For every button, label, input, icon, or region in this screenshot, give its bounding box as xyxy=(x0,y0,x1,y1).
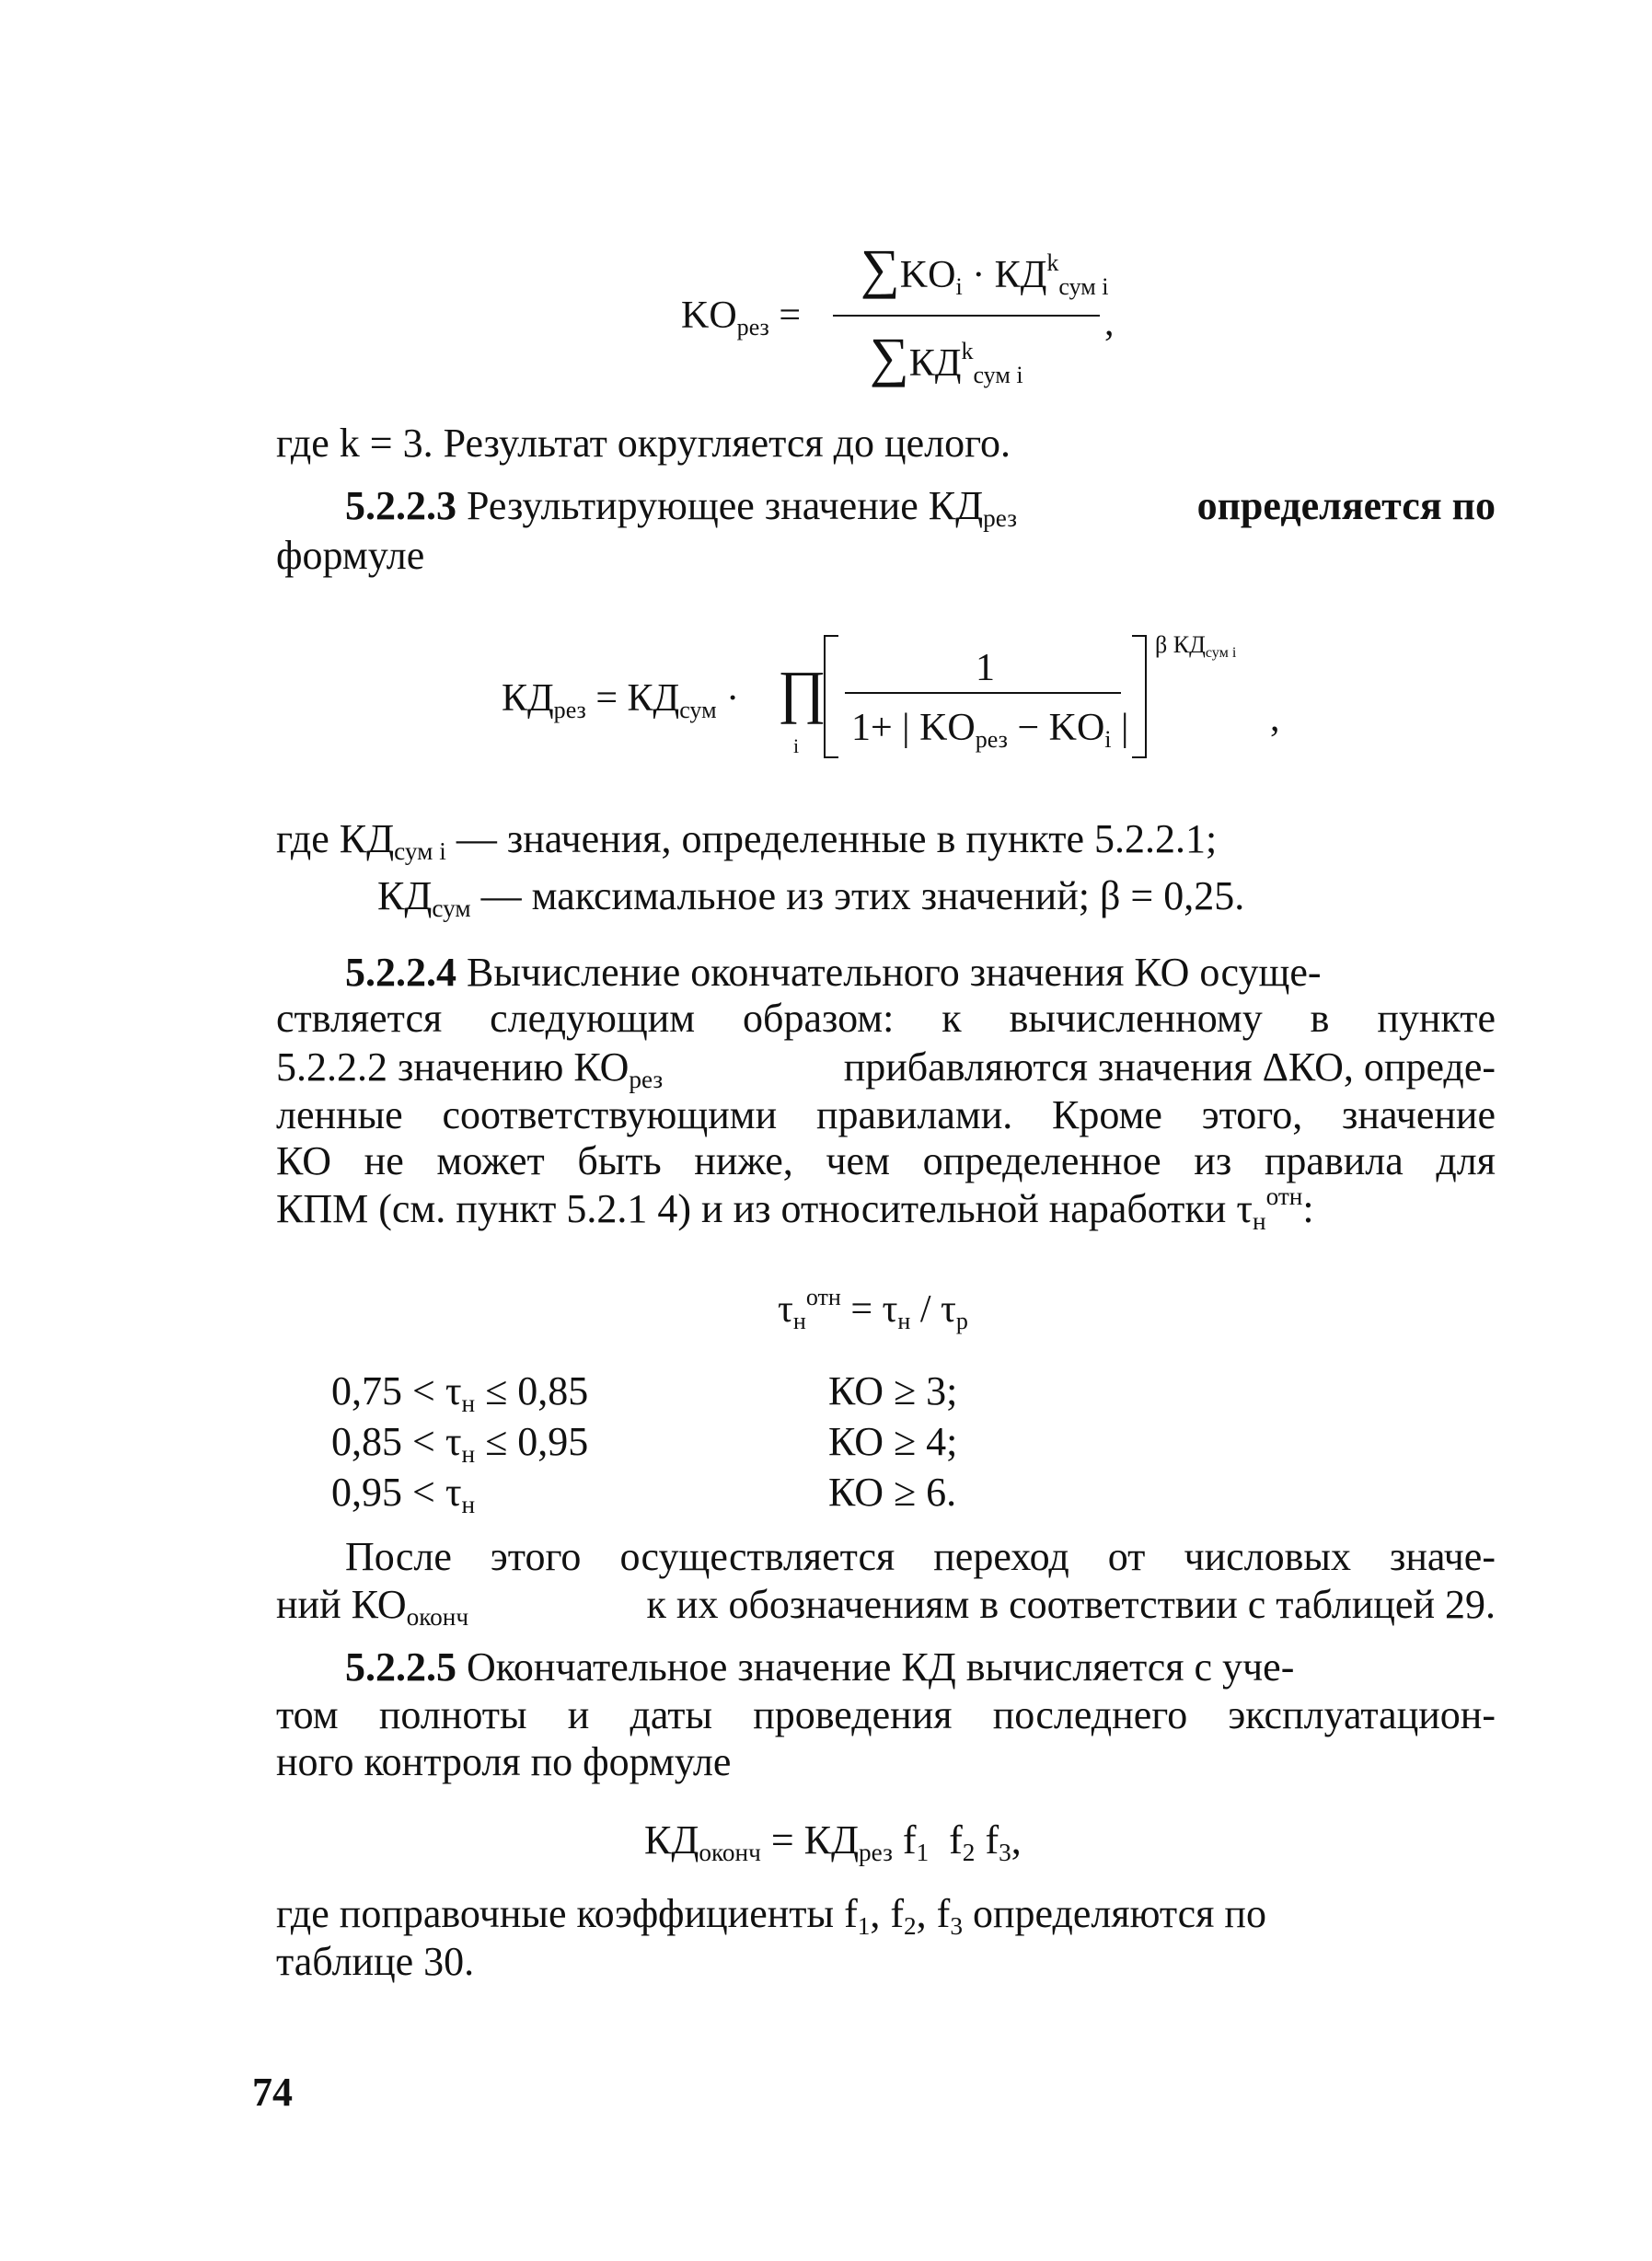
p5225-l1: Окончательное значение КД вычисляется с уче- xyxy=(467,1644,1295,1690)
condition-2-ko: КО ≥ 4; xyxy=(828,1419,958,1464)
where2-sub: сум xyxy=(432,894,471,923)
section-5225-number: 5.2.2.5 xyxy=(345,1644,456,1690)
comma2: , xyxy=(1270,698,1280,740)
formula-numerator: $\sum KO_i \cdot КД^k_{сум i}$ xyxy=(861,238,1109,300)
p5225-line3: ного контроля по формуле xyxy=(276,1739,732,1784)
where1-b: — значения, определенные в пункте 5.2.2.1; xyxy=(456,816,1218,861)
condition-3-ko: КО ≥ 6. xyxy=(828,1470,957,1515)
p5224-l1: Вычисление окончательного значения КО осуще- xyxy=(467,950,1322,995)
inner-numerator: 1 xyxy=(976,647,995,689)
exponent: β $КД_{сум i}$ xyxy=(1155,631,1237,661)
product-index: i xyxy=(793,734,800,757)
p5224-line5: КО не может быть ниже, чем определенное из правила для xyxy=(276,1138,1496,1183)
where-kd-sum xyxy=(377,873,1245,923)
p5224-l6: КПМ (см. пункт 5.2.1 4) и из относительной наработки τ xyxy=(276,1186,1253,1231)
where-f-line1: где поправочные коэффициенты $f_1$, $f_2$, $f_3$ определяются по xyxy=(276,1891,1266,1941)
p5224-line3 xyxy=(276,1044,1496,1094)
p5224-l3a: 5.2.2.2 значению КО xyxy=(276,1044,630,1090)
fraction-bar xyxy=(833,315,1100,317)
section-5223-number: 5.2.2.3 xyxy=(345,483,456,528)
after-l2b: к их обозначениям в соответствии с таблицей 29. xyxy=(646,1582,1496,1627)
inner-fraction-bar xyxy=(845,692,1121,694)
tau-formula: $\tau_н^{отн} = \tau_н / \tau_р$ xyxy=(778,1283,968,1334)
formula-denominator: $\sum КД^k_{сум i}$ xyxy=(870,327,1023,388)
product-symbol: ∏ xyxy=(778,659,826,724)
p5224-l3b: прибавляются значения ΔКО, опреде- xyxy=(843,1044,1496,1090)
after-line2 xyxy=(276,1582,1496,1632)
after-line1: После этого осуществляется переход от числовых значе- xyxy=(345,1534,1496,1579)
formula-kd-final: $КД_{оконч} = КД_{рез}$ $f_1$ $f_2$ $f_3$, xyxy=(644,1817,1022,1867)
p5224-line2: ствляется следующим образом: к вычисленному в пункте xyxy=(276,996,1496,1041)
after-l2sub: оконч xyxy=(406,1603,469,1632)
where2-a: КД xyxy=(377,873,433,918)
p5225-line2: том полноты и даты проведения последнего эксплуатацион- xyxy=(276,1692,1496,1737)
where1-a: где КД xyxy=(276,816,395,861)
formula-kd-lhs: $КД_{рез} = КД_{сум}$ · xyxy=(502,677,740,723)
formula-lhs: $KO_{рез}$ = xyxy=(681,294,802,340)
p5223-sub: рез xyxy=(983,504,1018,533)
condition-3-range: $0,95 < \tau_н$ xyxy=(331,1470,476,1519)
section-5224-number: 5.2.2.4 xyxy=(345,950,456,995)
p5224-l3sub: рез xyxy=(629,1066,664,1094)
left-bracket xyxy=(824,635,838,758)
condition-1-ko: КО ≥ 3; xyxy=(828,1368,958,1413)
where2-b: — максимальное из этих значений; β = 0,25. xyxy=(480,873,1245,918)
where1-sub: сум i xyxy=(394,837,446,866)
paragraph-5223-line2: формуле xyxy=(276,533,425,578)
condition-2-range: $0,85 < \tau_н \le 0,95$ xyxy=(331,1419,589,1469)
page-number: 74 xyxy=(252,2070,293,2115)
p5224-line6: КПМ (см. пункт 5.2.1 4) и из относительной наработки $\tau_н^{отн}$: xyxy=(276,1182,1314,1236)
p5224-line4: ленные соответствующими правилами. Кроме этого, значение xyxy=(276,1092,1496,1137)
where-f-line2: таблице 30. xyxy=(276,1939,475,1984)
p5224-line1 xyxy=(345,952,1496,993)
paragraph-5223-line1 xyxy=(345,483,1496,533)
where-kd-sum-i xyxy=(276,816,1417,866)
inner-denominator: 1+ | $KO_{рез} - KO_i$ | xyxy=(851,707,1129,753)
comma: , xyxy=(1104,302,1115,344)
p5225-line1 xyxy=(345,1644,1496,1690)
condition-1-range: $0,75 < \tau_н \le 0,85$ xyxy=(331,1368,589,1418)
after-l2a: ний КО xyxy=(276,1582,407,1627)
text-k-rounding: где k = 3. Результат округляется до целого. xyxy=(276,421,1011,466)
right-bracket xyxy=(1132,635,1147,758)
p5223-text-a: Результирующее значение КД xyxy=(467,483,984,528)
p5223-text-b: определяется по xyxy=(1196,483,1496,528)
